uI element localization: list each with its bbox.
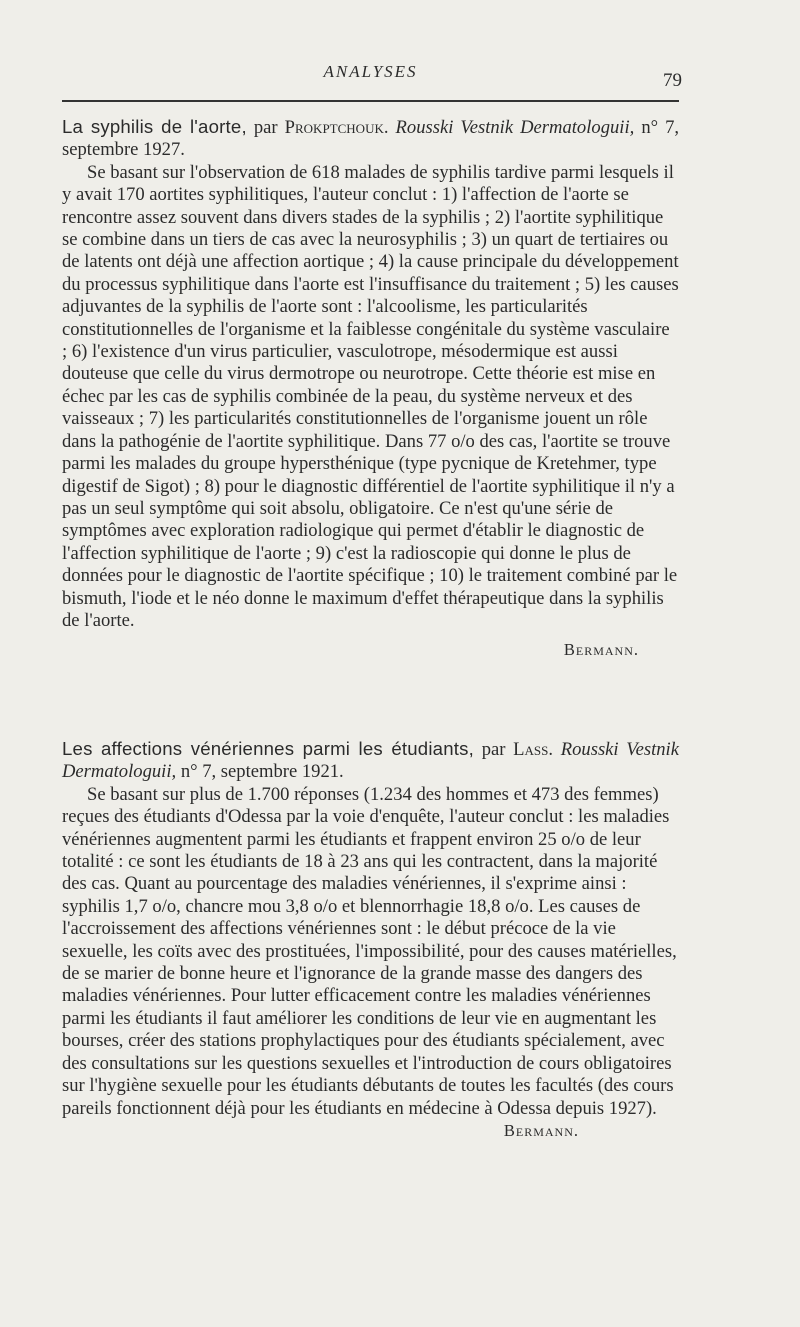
article-venereal-students: [62, 738, 679, 1142]
article-body: Se basant sur l'observation de 618 malades de syphilis tardive parmi lesquels il y avait 170 aortites syphilitiques, l'auteur conclut : 1) l'affection de l'aorte se rencontre assez souvent dans divers stades de la syphilis ; 2) l'aortite syphilitique se combine dans un tiers de cas avec la neurosyphilis ; 3) un quart de tertiaires ou de latents ont déjà une affection aortique ; 4) la cause principale du développement du processus syphilitique dans l'aorte est l'insuffisance du traitement ; 5) les causes adjuvantes de la syphilis de l'aorte sont : l'alcoolisme, les particularités constitutionnelles de l'organisme et la faiblesse congénitale du système vasculaire ; 6) l'existence d'un virus particulier, vasculotrope, mésodermique est aussi douteuse que celle du virus dermotrope ou neurotrope. Cette théorie est mise en échec par les cas de syphilis combinée de la peau, du système nerveux et des vaisseaux ; 7) les particularités constitutionnelles de l'organisme jouent un rôle dans la pathogénie de l'aortite syphilitique. Dans 77 o/o des cas, l'aortite se trouve parmi les malades du groupe hypersthénique (type pycnique de Kretehmer, type digestif de Sigot) ; 8) pour le diagnostic différentiel de l'aortite syphilitique il n'y a pas un seul symptôme qui soit absolu, obligatoire. Ce n'est qu'une série de symptômes avec exploration radiologique qui permet d'établir le diagnostic de l'affection syphilitique de l'aorte ; 9) c'est la radioscopie qui donne le plus de données pour le diagnostic de l'aortite spécifique ; 10) le traitement combiné par le bismuth, l'iode et le néo donne le maximum d'effet thérapeutique dans la syphilis de l'aorte.: [62, 161, 679, 631]
article-heading: [62, 738, 679, 784]
article-title: La syphilis de l'aorte,: [62, 116, 247, 137]
article-aortic-syphilis: [62, 116, 679, 662]
article-author: Prokptchouk.: [284, 117, 389, 138]
article-body: [62, 783, 679, 1140]
article-title: Les affections vénériennes parmi les étudiants,: [62, 738, 474, 759]
article-issue: n° 7, septembre 1927.: [62, 117, 680, 161]
article-signature: Bermann.: [563, 640, 639, 660]
article-by: par: [481, 739, 506, 760]
article-author: Lass.: [513, 739, 554, 760]
article-issue: n° 7, septembre 1921.: [180, 761, 344, 783]
article-heading: [62, 116, 679, 162]
running-head: [62, 62, 682, 92]
article-body-text: Se basant sur plus de 1.700 réponses (1.234 des hommes et 473 des femmes) reçues des étudiants d'Odessa par la voie d'enquête, l'auteur conclut : les maladies vénériennes augmentent parmi les étudiants et frappent environ 25 o/o de leur totalité : ce sont les étudiants de 18 à 23 ans qui les contractent, dans la majorité des cas. Quant au pourcentage des maladies vénériennes, il s'exprime ainsi : syphilis 1,7 o/o, chancre mou 3,8 o/o et blennorrhagie 18,8 o/o. Les causes de l'accroissement des affections vénériennes sont : le début précoce de la vie sexuelle, les coïts avec des prostituées, l'impossibilité, pour des causes matérielles, de se marier de bonne heure et l'ignorance de la grande masse des dangers des maladies vénériennes. Pour lutter efficacement contre les maladies vénériennes parmi les étudiants il faut améliorer les conditions de leur vie en augmentant les bourses, créer des stations prophylactiques pour des étudiants spécialement, avec des consultations sur les questions sexuelles et l'introduction de cours obligatoires sur l'hygiène sexuelle pour les étudiants débutants de toutes les facultés (des cours pareils fonctionnent déjà pour les étudiants en médecine à Odessa depuis 1927).: [62, 783, 677, 1119]
article-journal: Rousski Vestnik Dermatologuii,: [62, 739, 679, 783]
running-title: ANALYSES: [323, 62, 418, 81]
header-rule: [62, 100, 679, 102]
article-by: par: [253, 117, 278, 138]
article-signature: Bermann.: [503, 1120, 579, 1140]
page-number: 79: [663, 70, 682, 91]
article-journal: Rousski Vestnik Dermatologuii,: [395, 117, 635, 138]
